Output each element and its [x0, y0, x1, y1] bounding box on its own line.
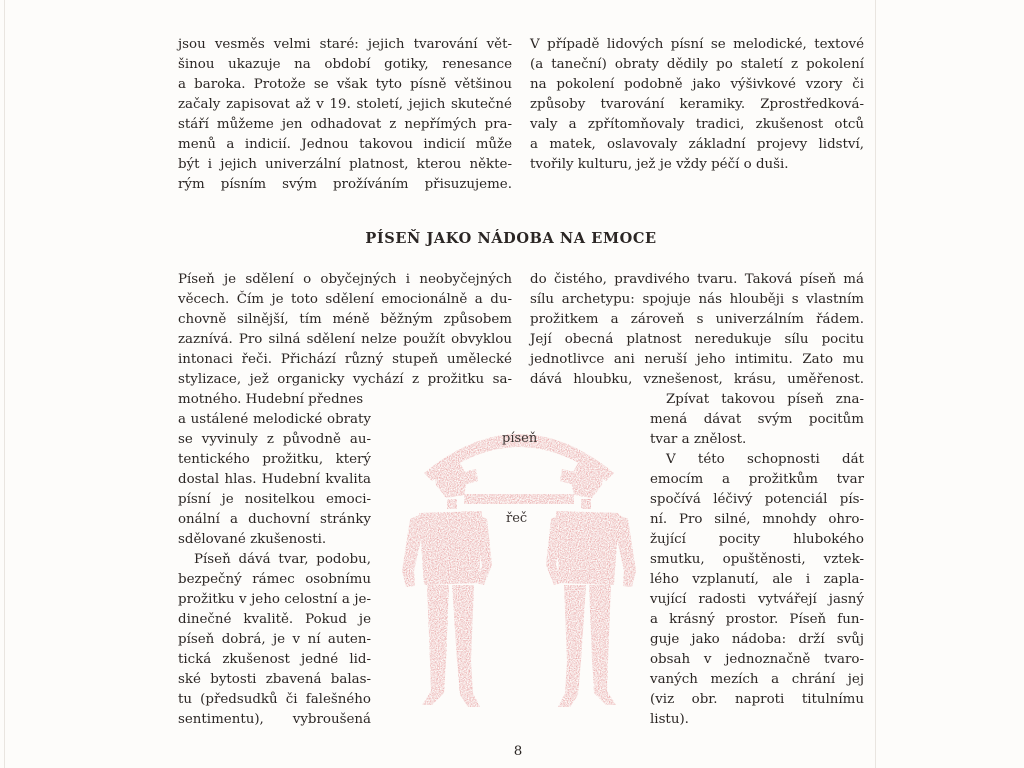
text-line: jednotlivce ani neruší jeho intimitu. Zato mu [530, 352, 864, 367]
text-line: stáří můžeme jen odhadovat z nepřímých pra- [178, 117, 512, 132]
text-line: dává hloubku, vznešenost, krásu, uměřenost. [530, 372, 864, 387]
text-line: a krásný prostor. Píseň fun- [650, 612, 864, 627]
text-line: spočívá léčivý potenciál pís- [650, 492, 864, 507]
text-line: sdělované zkušenosti. [178, 532, 327, 547]
text-line: smutku, opuštěnosti, vztek- [650, 552, 864, 567]
text-line: šinou ukazuje na období gotiky, renesance [178, 57, 512, 72]
text-line: tvořily kulturu, jež je vždy péčí o duši. [530, 157, 789, 172]
text-line: být i jejich univerzální platnost, kterou někte- [178, 157, 512, 172]
text-line: obsah v jednoznačně tvaro- [650, 652, 864, 667]
text-line: jsou vesměs velmi staré: jejich tvarování vět- [178, 37, 512, 52]
text-line: Zpívat takovou píseň zna- [666, 392, 864, 407]
text-line: V této schopnosti dát [666, 452, 864, 467]
text-line: V případě lidových písní se melodické, textové [530, 37, 864, 52]
text-line: lého vzplanutí, ale i zapla- [650, 572, 864, 587]
text-line: dostal hlas. Hudební kvalita [178, 472, 371, 487]
text-line: vaných mezích a chrání jej [650, 672, 864, 687]
text-line: do čistého, pravdivého tvaru. Taková píseň má [530, 272, 864, 287]
text-line: listu). [650, 712, 689, 727]
text-line: sílu archetypu: spojuje nás hlouběji s vlastním [530, 292, 864, 307]
text-line: žující pocity hlubokého [650, 532, 864, 547]
text-line: vující radosti vytvářejí jasný [650, 592, 864, 607]
text-line: stylizace, jež organicky vychází z prožitku sa- [178, 372, 512, 387]
text-line: věcech. Čím je toto sdělení emocionálně a du- [178, 292, 512, 307]
text-line: ské bytosti zbavená balas- [178, 672, 371, 687]
text-line: na pokolení podobně jako výšivkové vzory či [530, 77, 864, 92]
text-line: tvar a znělost. [650, 432, 747, 447]
text-line: tická zkušenost jedné lid- [178, 652, 371, 667]
text-line: a ustálené melodické obraty [178, 412, 371, 427]
text-line: tu (předsudků či falešného [178, 692, 371, 707]
song-label: píseň [502, 431, 538, 446]
text-line: způsoby tvarování keramiky. Zprostředková- [530, 97, 864, 112]
text-line: se vyvinuly z původně au- [178, 432, 371, 447]
text-line: dinečné kvalitě. Pokud je [178, 612, 371, 627]
text-line: intonaci řeči. Přichází různý stupeň umělecké [178, 352, 512, 367]
text-line: (a taneční) obraty dědily po staletí z pokolení [530, 57, 864, 72]
text-line: guje jako nádoba: drží svůj [650, 632, 864, 647]
text-line: písní je nositelkou emoci- [178, 492, 371, 507]
speech-bar [464, 494, 574, 504]
text-line: Její obecná platnost neredukuje sílu pocitu [530, 332, 864, 347]
text-line: emocím a prožitkům tvar [650, 472, 864, 487]
two-figures-drawing [394, 415, 644, 735]
text-line: valy a zpřítomňovaly tradici, zkušenost otců [530, 117, 864, 132]
text-line: chovně silnější, tím méně běžným způsobem [178, 312, 512, 327]
text-line: zaznívá. Pro silná sdělení nelze použít obvyklou [178, 332, 512, 347]
text-line: píseň dobrá, je v ní auten- [178, 632, 371, 647]
text-line: a baroka. Protože se však tyto písně většinou [178, 77, 512, 92]
text-line: tentického prožitku, který [178, 452, 371, 467]
text-line: Píseň je sdělení o obyčejných i neobyčejných [178, 272, 512, 287]
text-line: sentimentu), vybroušená [178, 712, 371, 727]
text-line: prožitkem a zároveň s univerzálním řádem. [530, 312, 864, 327]
figures-illustration [394, 415, 644, 739]
text-line: onální a duchovní stránky [178, 512, 371, 527]
page-number: 8 [513, 744, 523, 759]
section-heading: PÍSEŇ JAKO NÁDOBA NA EMOCE [365, 230, 657, 247]
text-line: (viz obr. naproti titulnímu [650, 692, 864, 707]
page-edge-right [875, 0, 876, 768]
text-line: ní. Pro silné, mnohdy ohro- [650, 512, 864, 527]
text-line: bezpečný rámec osobnímu [178, 572, 371, 587]
text-line: motného. Hudební přednes [178, 392, 364, 407]
text-line: a matek, oslavovaly základní projevy lidství, [530, 137, 864, 152]
text-line: menů a indicií. Jednou takovou indicií může [178, 137, 512, 152]
speech-label: řeč [506, 511, 528, 526]
text-line: rým písním svým prožíváním přisuzujeme. [178, 177, 512, 192]
page-edge-left [4, 0, 5, 768]
text-line: Píseň dává tvar, podobu, [194, 552, 371, 567]
text-line: prožitku v jeho celostní a je- [178, 592, 371, 607]
text-line: začaly zapisovat až v 19. století, jejich skutečné [178, 97, 512, 112]
text-line: mená dávat svým pocitům [650, 412, 864, 427]
